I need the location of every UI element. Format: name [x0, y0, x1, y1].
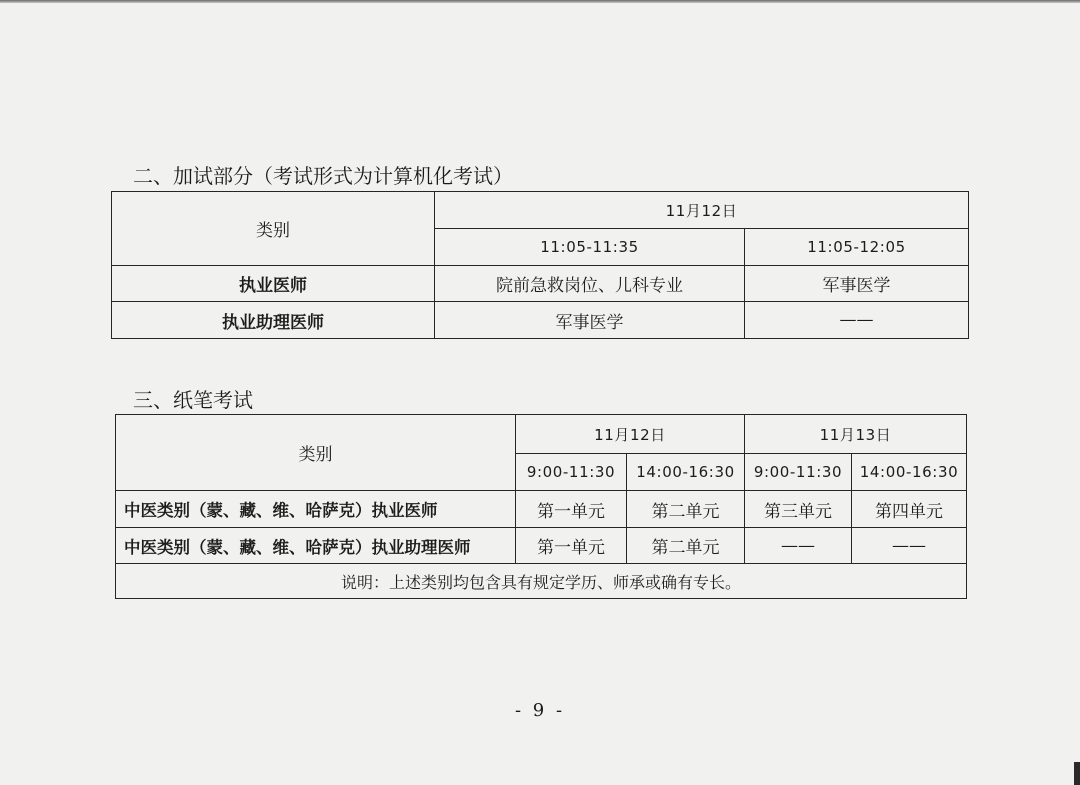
table-cell: ——: [852, 528, 967, 564]
table-cell: 第一单元: [516, 491, 627, 528]
table-note: 说明：上述类别均包含具有规定学历、师承或确有专长。: [116, 564, 967, 599]
table-cell: 军事医学: [435, 302, 745, 339]
table-cell: 第四单元: [852, 491, 967, 528]
table-cell: 第一单元: [516, 528, 627, 564]
row-label: 执业助理医师: [112, 302, 435, 339]
table-cell: 院前急救岗位、儿科专业: [435, 266, 745, 302]
scan-mark: [1074, 762, 1080, 785]
date-header: 11月12日: [435, 192, 969, 229]
table-cell: 第二单元: [627, 528, 745, 564]
section-heading-paper-test: 三、纸笔考试: [133, 388, 253, 412]
table-row: [116, 491, 967, 528]
table-header-row: [116, 415, 967, 454]
table-cell: ——: [745, 302, 969, 339]
time-slot: 9:00-11:30: [745, 454, 852, 491]
table-row: [116, 528, 967, 564]
scan-edge: [0, 0, 1080, 3]
table-row: [112, 266, 969, 302]
table-header-row: [112, 192, 969, 229]
section-heading-additional-test: 二、加试部分（考试形式为计算机化考试）: [133, 164, 513, 188]
table-cell: ——: [745, 528, 852, 564]
time-slot: 14:00-16:30: [852, 454, 967, 491]
paper-test-schedule-table: [115, 414, 967, 599]
table-cell: 军事医学: [745, 266, 969, 302]
additional-test-schedule-table: [111, 191, 969, 339]
time-slot: 14:00-16:30: [627, 454, 745, 491]
page-number: - 9 -: [514, 700, 566, 721]
category-header: 类别: [112, 192, 435, 266]
time-slot: 11:05-12:05: [745, 229, 969, 266]
row-label: 中医类别（蒙、藏、维、哈萨克）执业医师: [116, 491, 516, 528]
table-cell: 第二单元: [627, 491, 745, 528]
row-label: 执业医师: [112, 266, 435, 302]
date-header: 11月12日: [516, 415, 745, 454]
row-label: 中医类别（蒙、藏、维、哈萨克）执业助理医师: [116, 528, 516, 564]
table-cell: 第三单元: [745, 491, 852, 528]
time-slot: 11:05-11:35: [435, 229, 745, 266]
table-note-row: [116, 564, 967, 599]
category-header: 类别: [116, 415, 516, 491]
table-row: [112, 302, 969, 339]
time-slot: 9:00-11:30: [516, 454, 627, 491]
date-header: 11月13日: [745, 415, 967, 454]
